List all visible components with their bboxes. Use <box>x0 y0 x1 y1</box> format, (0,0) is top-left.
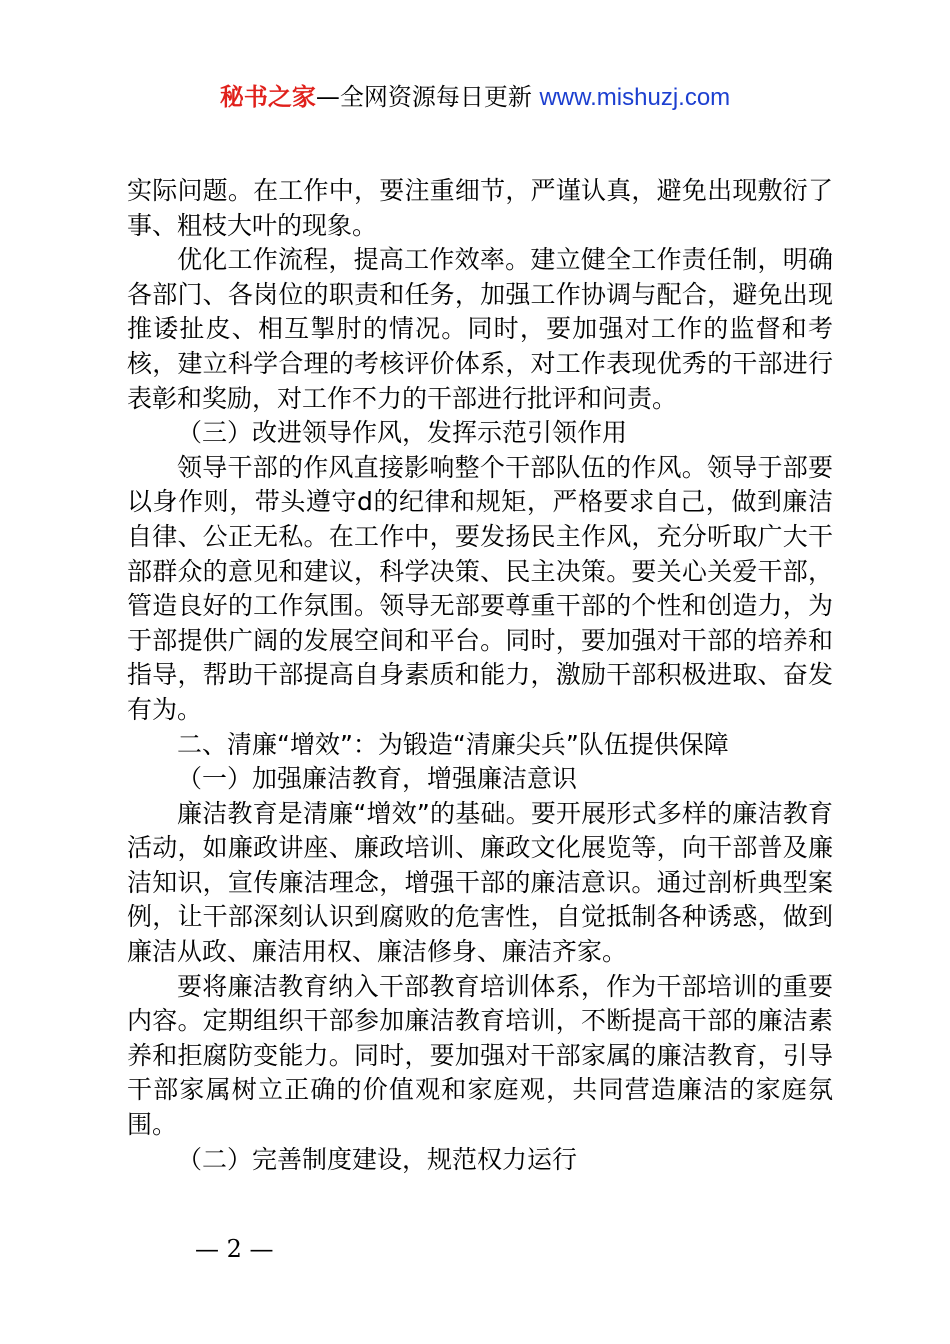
site-tagline: —全网资源每日更新 <box>315 83 540 111</box>
paragraph: 要将廉洁教育纳入干部教育培训体系，作为干部培训的重要内容。定期组织干部参加廉洁教育培训，不断提高干部的廉洁素养和拒腐防变能力。同时，要加强对干部家属的廉洁教育，引导干部家属树立正确的价值观和家庭观，共同营造廉洁的家庭氛围。 <box>127 971 833 1140</box>
page-number: — 2 — <box>195 1235 274 1263</box>
chapter-heading: 二、清廉“增效”：为锻造“清廉尖兵”队伍提供保障 <box>177 729 729 759</box>
section-heading: （三）改进领导作风，发挥示范引领作用 <box>177 418 628 448</box>
paragraph: 优化工作流程，提高工作效率。建立健全工作责任制，明确各部门、各岗位的职责和任务，加强工作协调与配合，避免出现推诿扯皮、相互掣肘的情况。同时，要加强对工作的监督和考核，建立科学合理的考核评价体系，对工作表现优秀的干部进行表彰和奖励，对工作不力的干部进行批评和问责。 <box>127 245 833 413</box>
paragraph: 廉洁教育是清廉“增效”的基础。要开展形式多样的廉洁教育活动，如廉政讲座、廉政培训、廉政文化展览等，向干部普及廉洁知识，宣传廉洁理念，增强干部的廉洁意识。通过剖析典型案例，让干部深刻认识到腐败的危害性，自觉抵制各种诱惑，做到廉洁从政、廉洁用权、廉洁修身、廉洁齐家。 <box>127 798 833 967</box>
paragraph: 领导干部的作风直接影响整个干部队伍的作风。领导于部要以身作则，带头遵守d的纪律和规矩，严格要求自己，做到廉洁自律、公正无私。在工作中，要发扬民主作风，充分听取广大干部群众的意见和建议，科学决策、民主决策。要关心关爱干部，管造良好的工作氛围。领导无部要尊重干部的个性和创造力，为于部提供广阔的发展空间和平台。同时，要加强对干部的培养和指导，帮助干部提高自身素质和能力，激励干部积极进取、奋发有为。 <box>127 452 833 724</box>
site-header <box>0 80 950 115</box>
paragraph-continuation: 实际问题。在工作中，要注重细节，严谨认真，避免出现敷衍了事、粗枝大叶的现象。 <box>127 176 833 240</box>
section-heading: （一）加强廉洁教育，增强廉洁意识 <box>177 764 578 794</box>
section-heading: （二）完善制度建设，规范权力运行 <box>177 1144 578 1174</box>
site-url-link[interactable]: www.mishuzj.com <box>539 84 731 111</box>
site-brand: 秘书之家 <box>219 83 316 111</box>
document-body <box>127 174 833 1177</box>
